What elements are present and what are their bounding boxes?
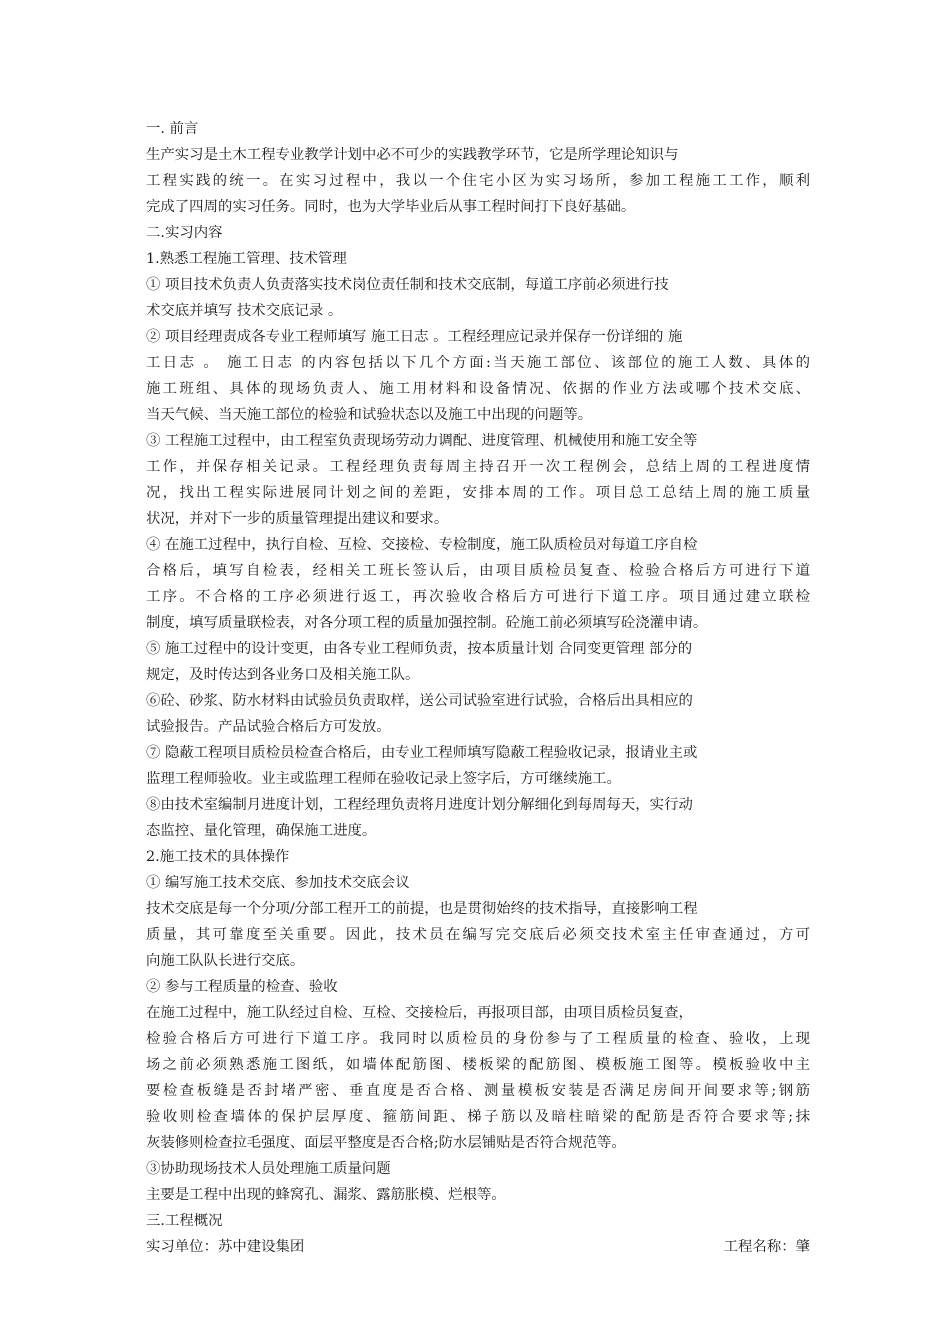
- paragraph-line: 生产实习是土木工程专业教学计划中必不可少的实践教学环节，它是所学理论知识与: [146, 147, 679, 163]
- paragraph-line: 当天气候、当天施工部位的检验和试验状态以及施工中出现的问题等。: [146, 407, 593, 423]
- paragraph-line: 质量，其可靠度至关重要。因此，技术员在编写完交底后必须交技术室主任审查通过，方可: [146, 927, 810, 943]
- paragraph-line: ⑤ 施工过程中的设计变更，由各专业工程师负责，按本质量计划 合同变更管理 部分的: [146, 641, 693, 657]
- paragraph-line: 场之前必须熟悉施工图纸，如墙体配筋图、楼板梁的配筋图、模板施工图等。模板验收中主: [146, 1057, 810, 1073]
- paragraph-line: 施工班组、具体的现场负责人、施工用材料和设备情况、依据的作业方法或哪个技术交底、: [146, 381, 810, 397]
- paragraph-line: ① 编写施工技术交底、参加技术交底会议: [146, 875, 410, 891]
- internship-unit: 实习单位：苏中建设集团: [146, 1239, 305, 1255]
- paragraph-line: 在施工过程中，施工队经过自检、互检、交接检后，再报项目部，由项目质检员复查，: [146, 1005, 693, 1021]
- subsection-heading: 1.熟悉工程施工管理、技术管理: [146, 251, 347, 267]
- paragraph-line: ⑦ 隐蔽工程项目质检员检查合格后，由专业工程师填写隐蔽工程验收记录，报请业主或: [146, 745, 698, 761]
- paragraph-line: 验收则检查墙体的保护层厚度、箍筋间距、梯子筋以及暗柱暗梁的配筋是否符合要求等;抹: [146, 1109, 810, 1125]
- paragraph-line: ② 参与工程质量的检查、验收: [146, 979, 338, 995]
- paragraph-line: 合格后，填写自检表，经相关工班长签认后，由项目质检员复查、检验合格后方可进行下道: [146, 563, 810, 579]
- paragraph-line: 术交底并填写 技术交底记录 。: [146, 303, 343, 319]
- paragraph-line: 要检查板缝是否封堵严密、垂直度是否合格、测量模板安装是否满足房间开间要求等;钢筋: [146, 1083, 810, 1099]
- paragraph-line: 监理工程师验收。业主或监理工程师在验收记录上签字后，方可继续施工。: [146, 771, 621, 787]
- paragraph-line: ⑧由技术室编制月进度计划，工程经理负责将月进度计划分解细化到每周每天，实行动: [146, 797, 693, 813]
- paragraph-line: 况，找出工程实际进展同计划之间的差距，安排本周的工作。项目总工总结上周的施工质量: [146, 485, 810, 501]
- paragraph-line: 态监控、量化管理，确保施工进度。: [146, 823, 377, 839]
- paragraph-line: 工程实践的统一。在实习过程中，我以一个住宅小区为实习场所，参加工程施工工作，顺利: [146, 173, 810, 189]
- paragraph-line: 技术交底是每一个分项/分部工程开工的前提，也是贯彻始终的技术指导，直接影响工程: [146, 901, 698, 917]
- paragraph-line: 灰装修则检查拉毛强度、面层平整度是否合格;防水层铺贴是否符合规范等。: [146, 1135, 626, 1151]
- paragraph-line: ① 项目技术负责人负责落实技术岗位责任制和技术交底制，每道工序前必须进行技: [146, 277, 669, 293]
- paragraph-line: 主要是工程中出现的蜂窝孔、漏浆、露筋胀模、烂根等。: [146, 1187, 506, 1203]
- paragraph-line: 工序。不合格的工序必须进行返工，再次验收合格后方可进行下道工序。项目通过建立联检: [146, 589, 810, 605]
- project-name: 工程名称：肇: [723, 1239, 810, 1255]
- subsection-heading: 2.施工技术的具体操作: [146, 849, 290, 865]
- paragraph-line: ⑥砼、砂浆、防水材料由试验员负责取样，送公司试验室进行试验，合格后出具相应的: [146, 693, 693, 709]
- paragraph-line: 工作，并保存相关记录。工程经理负责每周主持召开一次工程例会，总结上周的工程进度情: [146, 459, 810, 475]
- section-heading-content: 二.实习内容: [146, 225, 223, 241]
- paragraph-line: ③ 工程施工过程中，由工程室负责现场劳动力调配、进度管理、机械使用和施工安全等: [146, 433, 698, 449]
- paragraph-line: 状况，并对下一步的质量管理提出建议和要求。: [146, 511, 449, 527]
- document-body: [146, 116, 810, 1260]
- section-heading-overview: 三.工程概况: [146, 1213, 223, 1229]
- paragraph-line: 检验合格后方可进行下道工序。我同时以质检员的身份参与了工程质量的检查、验收，上现: [146, 1031, 810, 1047]
- section-heading-preface: 一. 前言: [146, 121, 199, 137]
- paragraph-line: ③协助现场技术人员处理施工质量问题: [146, 1161, 391, 1177]
- paragraph-line: 制度，填写质量联检表，对各分项工程的质量加强控制。砼施工前必须填写砼浇灌申请。: [146, 615, 708, 631]
- paragraph-line: 完成了四周的实习任务。同时，也为大学毕业后从事工程时间打下良好基础。: [146, 199, 636, 215]
- paragraph-line: 工日志 。 施工日志 的内容包括以下几个方面:当天施工部位、该部位的施工人数、具体的: [146, 355, 810, 371]
- paragraph-line: ④ 在施工过程中，执行自检、互检、交接检、专检制度，施工队质检员对每道工序自检: [146, 537, 698, 553]
- paragraph-line: 试验报告。产品试验合格后方可发放。: [146, 719, 391, 735]
- paragraph-line: 向施工队队长进行交底。: [146, 953, 305, 969]
- paragraph-line: ② 项目经理责成各专业工程师填写 施工日志 。工程经理应记录并保存一份详细的 施: [146, 329, 683, 345]
- overview-row: [146, 1234, 810, 1260]
- paragraph-line: 规定，及时传达到各业务口及相关施工队。: [146, 667, 420, 683]
